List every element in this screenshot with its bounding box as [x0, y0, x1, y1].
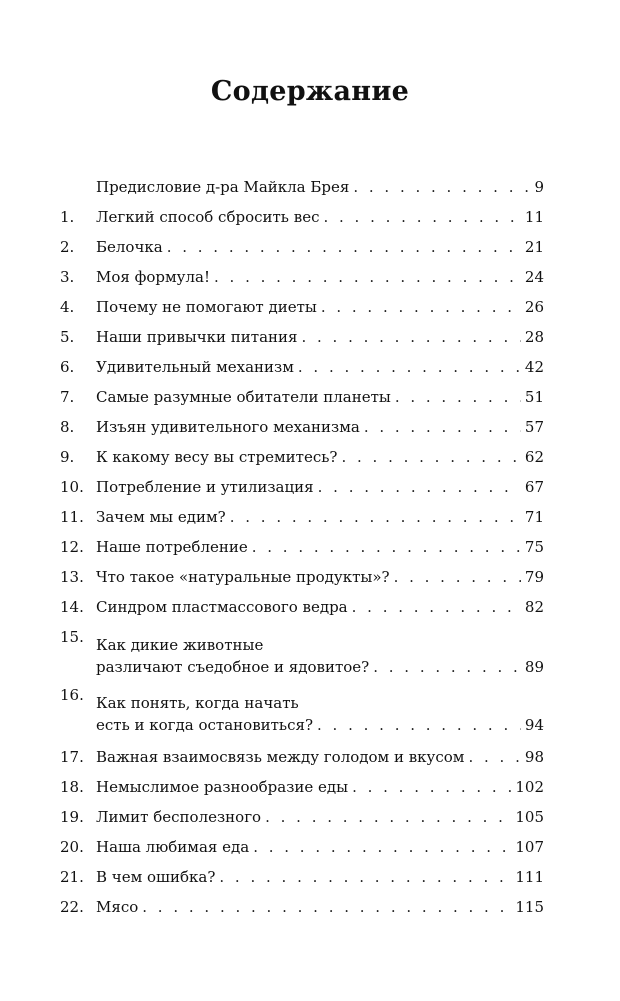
toc-entry-page-number: 26 [524, 298, 544, 316]
toc-entry-body [96, 232, 544, 262]
toc-entry-number: 21. [60, 868, 84, 886]
toc-entry [60, 802, 544, 832]
toc-entry-title: Потребление и утилизация [96, 478, 314, 496]
toc-entry-number: 2. [60, 238, 75, 256]
dot-leader [214, 262, 521, 292]
toc-entry [60, 232, 544, 262]
toc-entry-title: Лимит бесполезного [96, 808, 262, 826]
dot-leader [394, 562, 521, 592]
dot-leader [219, 862, 511, 892]
toc-entry-number: 19. [60, 808, 84, 826]
toc-entry-number: 20. [60, 838, 84, 856]
toc-entry [60, 352, 544, 382]
toc-entry [60, 292, 544, 322]
toc-entry-page-number: 94 [524, 716, 544, 734]
toc-entry-number: 7. [60, 388, 75, 406]
toc-entry-number: 13. [60, 568, 84, 586]
toc-entry-body [96, 352, 544, 382]
dot-leader [265, 802, 511, 832]
toc-entry-page-number: 115 [515, 898, 544, 916]
toc-entry-title: Синдром пластмассового ведра [96, 598, 348, 616]
toc-entry-body [96, 562, 544, 592]
toc-entry-title: Моя формула! [96, 268, 210, 286]
toc-entry-body [96, 292, 544, 322]
toc-entry [60, 592, 544, 622]
toc-entry-number: 15. [60, 628, 84, 646]
toc-entry-number: 1. [60, 208, 75, 226]
toc-entry-title: Белочка [96, 238, 163, 256]
dot-leader [142, 892, 511, 922]
toc-entry [60, 862, 544, 892]
toc-entry-number: 14. [60, 598, 84, 616]
toc-entry [60, 772, 544, 802]
page-title: Содержание [210, 76, 410, 107]
dot-leader [468, 742, 520, 772]
toc-entry-body [96, 412, 544, 442]
toc-entry-title: Как дикие животные различают съедобное и ядовитое? [96, 636, 370, 676]
toc-entry-page-number: 82 [524, 598, 544, 616]
dot-leader [395, 382, 521, 412]
toc-entry-body [96, 772, 544, 802]
toc-entry [60, 626, 544, 678]
toc-entry-title: Важная взаимосвязь между голодом и вкусом [96, 748, 465, 766]
toc-entry-body [96, 892, 544, 922]
toc-entry-page-number: 105 [515, 808, 544, 826]
dot-leader [352, 772, 511, 802]
toc-entry-page-number: 28 [524, 328, 544, 346]
toc-entry [60, 472, 544, 502]
toc-entry-title: Наша любимая еда [96, 838, 250, 856]
toc-entry-title: К какому весу вы стремитесь? [96, 448, 338, 466]
toc-entry-number: 6. [60, 358, 75, 376]
dot-leader [373, 656, 521, 678]
toc-entry-body [96, 442, 544, 472]
toc-entry-page-number: 9 [534, 178, 544, 196]
toc-entry-page-number: 107 [515, 838, 544, 856]
toc-entry [60, 262, 544, 292]
dot-leader [321, 292, 521, 322]
toc-entry-page-number: 98 [524, 748, 544, 766]
toc-entry-page-number: 79 [524, 568, 544, 586]
toc-entry-number: 4. [60, 298, 75, 316]
toc-entry-title: Предисловие д-ра Майкла Брея [96, 178, 350, 196]
toc-entry-title: В чем ошибка? [96, 868, 216, 886]
toc-entry-number: 5. [60, 328, 75, 346]
toc-entry-title: Легкий способ сбросить вес [96, 208, 320, 226]
toc-entry-title: Мясо [96, 898, 139, 916]
toc-entry [60, 172, 544, 202]
toc-entry-page-number: 11 [524, 208, 544, 226]
dot-leader [353, 172, 530, 202]
toc-entry-title: Наши привычки питания [96, 328, 298, 346]
toc-entry-number: 22. [60, 898, 84, 916]
toc-entry-body [96, 532, 544, 562]
dot-leader [317, 714, 521, 736]
dot-leader [167, 232, 521, 262]
toc-entry-body [96, 634, 544, 678]
toc-entry-page-number: 24 [524, 268, 544, 286]
dot-leader [323, 202, 520, 232]
toc-entry-body [96, 802, 544, 832]
dot-leader [253, 832, 511, 862]
toc-entry-body [96, 692, 544, 736]
toc-entry [60, 832, 544, 862]
toc-entry-title: Самые разумные обитатели планеты [96, 388, 391, 406]
toc-entry-title: Зачем мы едим? [96, 508, 226, 526]
toc-entry-number: 16. [60, 686, 84, 704]
toc-entry [60, 562, 544, 592]
dot-leader [352, 592, 521, 622]
toc-entry-title: Изъян удивительного механизма [96, 418, 360, 436]
toc-entry-number: 17. [60, 748, 84, 766]
toc-entry-body [96, 382, 544, 412]
toc-entry [60, 502, 544, 532]
toc-entry [60, 322, 544, 352]
toc-entry [60, 382, 544, 412]
toc-entry-page-number: 75 [524, 538, 544, 556]
toc-entry-body [96, 742, 544, 772]
toc-entry-page-number: 62 [524, 448, 544, 466]
dot-leader [341, 442, 520, 472]
table-of-contents [60, 172, 544, 922]
toc-entry-number: 18. [60, 778, 84, 796]
toc-entry-number: 12. [60, 538, 84, 556]
toc-entry-body [96, 502, 544, 532]
toc-entry-body [96, 862, 544, 892]
dot-leader [364, 412, 521, 442]
toc-entry [60, 684, 544, 736]
toc-entry-page-number: 71 [524, 508, 544, 526]
toc-entry-page-number: 67 [524, 478, 544, 496]
toc-entry-number: 3. [60, 268, 75, 286]
toc-entry-page-number: 51 [524, 388, 544, 406]
toc-entry-title: Почему не помогают диеты [96, 298, 317, 316]
dot-leader [230, 502, 521, 532]
toc-entry [60, 892, 544, 922]
toc-entry-page-number: 57 [524, 418, 544, 436]
toc-entry [60, 742, 544, 772]
toc-entry-page-number: 89 [524, 658, 544, 676]
toc-entry [60, 442, 544, 472]
toc-entry [60, 532, 544, 562]
toc-entry-page-number: 111 [515, 868, 544, 886]
toc-entry-number: 8. [60, 418, 75, 436]
toc-entry-number: 10. [60, 478, 84, 496]
toc-entry [60, 412, 544, 442]
toc-entry-body [96, 832, 544, 862]
toc-entry-title: Удивительный механизм [96, 358, 294, 376]
toc-entry-page-number: 42 [524, 358, 544, 376]
toc-entry-title: Как понять, когда начать есть и когда остановиться? [96, 694, 314, 734]
toc-entry-page-number: 21 [524, 238, 544, 256]
dot-leader [252, 532, 521, 562]
toc-entry-body [96, 592, 544, 622]
toc-entry-body [96, 202, 544, 232]
toc-entry [60, 202, 544, 232]
dot-leader [301, 322, 520, 352]
toc-entry-body [96, 172, 544, 202]
toc-entry-title: Немыслимое разнообразие еды [96, 778, 349, 796]
dot-leader [298, 352, 521, 382]
toc-entry-title: Что такое «натуральные продукты»? [96, 568, 390, 586]
toc-entry-number: 9. [60, 448, 75, 466]
toc-entry-body [96, 322, 544, 352]
toc-entry-body [96, 472, 544, 502]
toc-entry-title: Наше потребление [96, 538, 248, 556]
toc-entry-page-number: 102 [515, 778, 544, 796]
dot-leader [318, 472, 521, 502]
toc-entry-number: 11. [60, 508, 84, 526]
toc-entry-body [96, 262, 544, 292]
